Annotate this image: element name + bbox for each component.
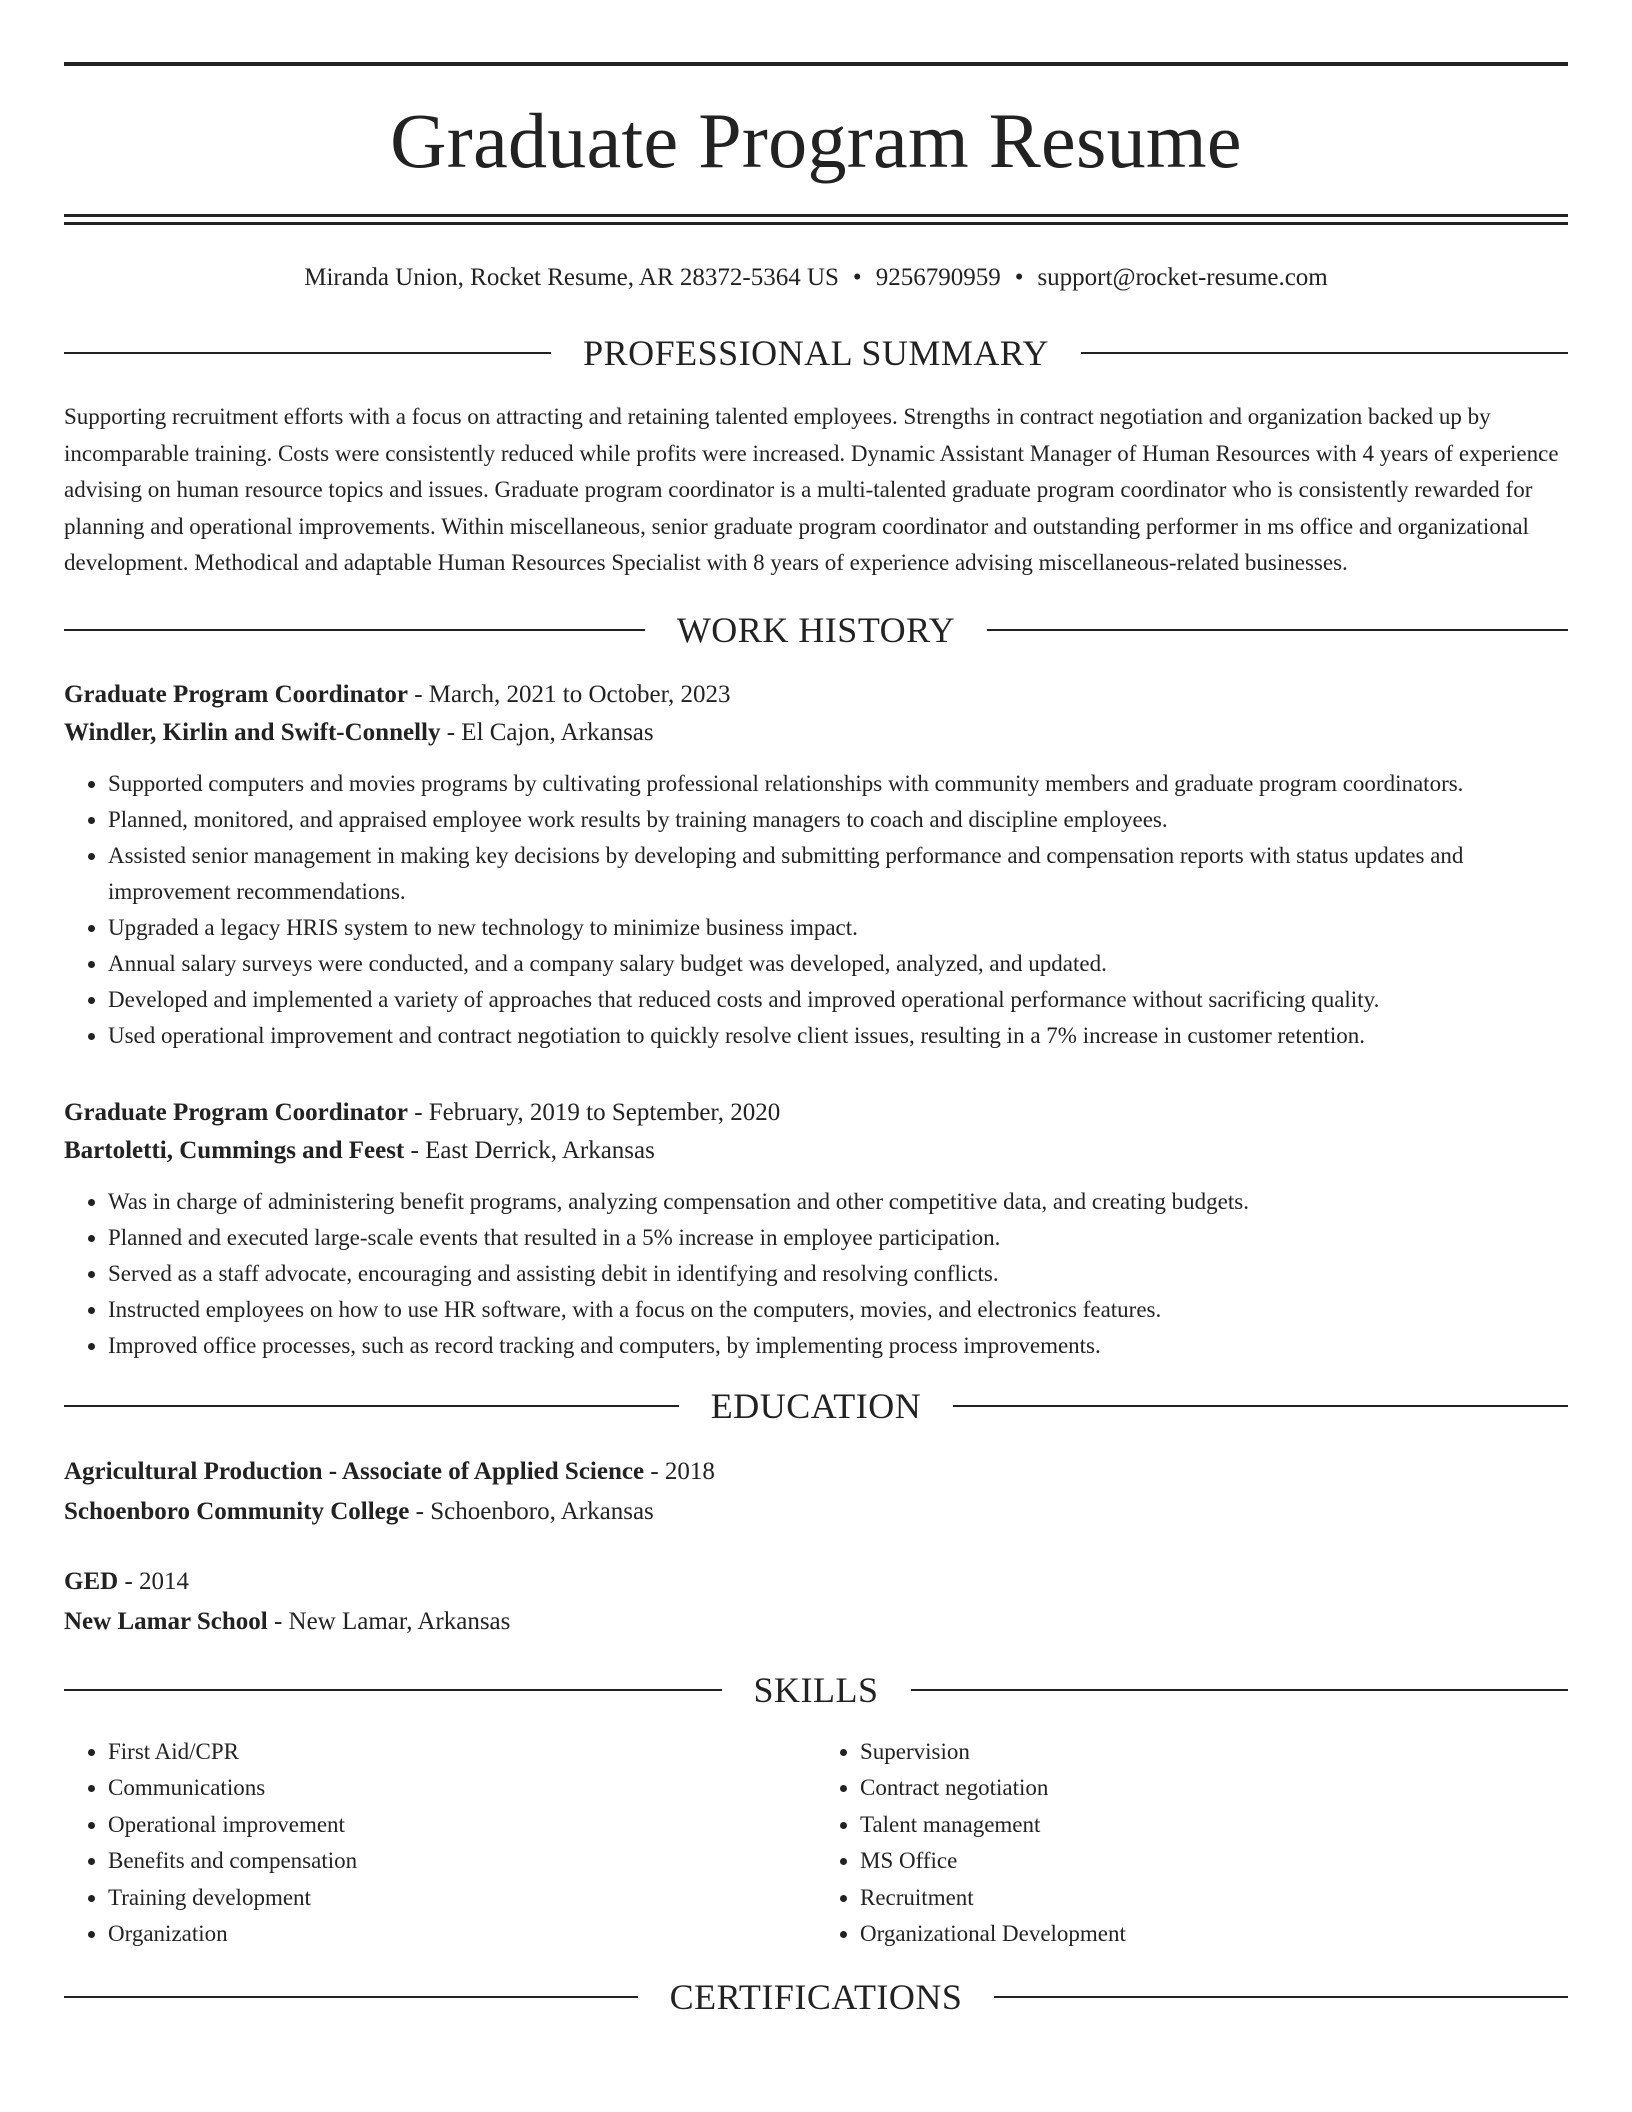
contact-line: [64, 263, 1568, 293]
job-title: Graduate Program Coordinator: [64, 680, 408, 708]
list-item: • Improved office processes, such as record tracking and computers, by implementing process improvements.: [108, 1328, 1568, 1364]
education-school: Schoenboro Community College: [64, 1497, 410, 1525]
list-item: • First Aid/CPR: [108, 1734, 816, 1771]
job-bullets: [64, 1184, 1568, 1364]
list-item: • Supervision: [860, 1734, 1568, 1771]
list-item: • Annual salary surveys were conducted, and a company salary budget was developed, analyzed, and updated.: [108, 946, 1568, 982]
list-item: • Upgraded a legacy HRIS system to new technology to minimize business impact.: [108, 910, 1568, 946]
list-item: • Assisted senior management in making key decisions by developing and submitting performance and compensation reports with status updates and improvement recommendations.: [108, 838, 1568, 910]
job-title: Graduate Program Coordinator: [64, 1098, 408, 1126]
heading-rule-left: [64, 1689, 722, 1691]
list-item: • Operational improvement: [108, 1807, 816, 1844]
section-heading-certifications: [64, 1976, 1568, 2017]
contact-email: support@rocket-resume.com: [1037, 264, 1328, 291]
list-item: • MS Office: [860, 1843, 1568, 1880]
contact-separator: •: [1014, 264, 1024, 291]
heading-rule-left: [64, 352, 551, 354]
job-entry: [64, 676, 1568, 1054]
list-item: • Planned and executed large-scale events that resulted in a 5% increase in employee participation.: [108, 1220, 1568, 1256]
list-item: • Benefits and compensation: [108, 1843, 816, 1880]
list-item: • Communications: [108, 1770, 816, 1807]
list-item: • Was in charge of administering benefit programs, analyzing compensation and other competitive data, and creating budgets.: [108, 1184, 1568, 1220]
job-company: Bartoletti, Cummings and Feest: [64, 1136, 405, 1164]
job-company: Windler, Kirlin and Swift-Connelly: [64, 718, 441, 746]
job-title-line: [64, 1094, 1568, 1132]
section-heading-education: [64, 1385, 1568, 1426]
list-item: • Used operational improvement and contract negotiation to quickly resolve client issues, resulting in a 7% increase in customer retention.: [108, 1018, 1568, 1054]
education-degree: Agricultural Production - Associate of Applied Science: [64, 1457, 645, 1485]
job-entry: [64, 1094, 1568, 1364]
summary-text: Supporting recruitment efforts with a focus on attracting and retaining talented employees. Strengths in contract negotiation and organization backed up by incomparable training. Costs were consistently reduced while profits were increased. Dynamic Assistant Manager of Human Resources with 4 years of experience advising on human resource topics and issues. Graduate program coordinator is a multi-talented graduate program coordinator who is consistently rewarded for planning and operational improvements. Within miscellaneous, senior graduate program coordinator and outstanding performer in ms office and organizational development. Methodical and adaptable Human Resources Specialist with 8 years of experience advising miscellaneous-related businesses.: [64, 404, 1559, 575]
contact-address: Miranda Union, Rocket Resume, AR 28372-5364 US: [304, 264, 839, 291]
heading-rule-left: [64, 1996, 638, 1998]
heading-rule-right: [911, 1689, 1569, 1691]
education-year: - 2014: [118, 1567, 190, 1595]
section-heading-work-history: [64, 609, 1568, 650]
education-school-line: [64, 1492, 1568, 1532]
education-degree: GED: [64, 1567, 119, 1595]
education-location: - New Lamar, Arkansas: [267, 1607, 511, 1635]
top-rule: [64, 62, 1568, 66]
list-item: • Planned, monitored, and appraised employee work results by training managers to coach and discipline employees.: [108, 802, 1568, 838]
skills-column-right: [816, 1734, 1568, 1953]
job-bullets: [64, 766, 1568, 1054]
heading-rule-left: [64, 629, 645, 631]
list-item: • Recruitment: [860, 1880, 1568, 1917]
skills-list: [64, 1734, 1568, 1953]
list-item: • Instructed employees on how to use HR software, with a focus on the computers, movies, and electronics features.: [108, 1292, 1568, 1328]
education-location: - Schoenboro, Arkansas: [409, 1497, 654, 1525]
education-year: - 2018: [644, 1457, 715, 1485]
heading-rule-left: [64, 1405, 679, 1407]
section-heading-skills: [64, 1669, 1568, 1710]
heading-rule-right: [1081, 352, 1568, 354]
job-company-line: [64, 1132, 1568, 1170]
job-location: - El Cajon, Arkansas: [440, 718, 654, 746]
education-school-line: [64, 1602, 1568, 1642]
heading-rule-right: [953, 1405, 1568, 1407]
education-school: New Lamar School: [64, 1607, 268, 1635]
contact-separator: •: [852, 264, 862, 291]
education-entry: [64, 1562, 1568, 1642]
job-title-line: [64, 676, 1568, 714]
page-title: Graduate Program Resume: [390, 97, 1242, 184]
education-entry: [64, 1452, 1568, 1532]
section-title: SKILLS: [753, 1669, 879, 1710]
job-dates: - February, 2019 to September, 2020: [407, 1098, 781, 1126]
section-title: CERTIFICATIONS: [669, 1976, 963, 2017]
list-item: • Organizational Development: [860, 1916, 1568, 1953]
skills-column-left: [64, 1734, 816, 1953]
section-title: WORK HISTORY: [676, 609, 956, 650]
list-item: • Served as a staff advocate, encouraging and assisting debit in identifying and resolving conflicts.: [108, 1256, 1568, 1292]
heading-rule-right: [987, 629, 1568, 631]
job-dates: - March, 2021 to October, 2023: [407, 680, 731, 708]
title-double-rule: [64, 214, 1568, 225]
list-item: • Contract negotiation: [860, 1770, 1568, 1807]
list-item: • Supported computers and movies programs by cultivating professional relationships with community members and graduate program coordinators.: [108, 766, 1568, 802]
education-degree-line: [64, 1452, 1568, 1492]
job-company-line: [64, 714, 1568, 752]
heading-rule-right: [994, 1996, 1568, 1998]
job-location: - East Derrick, Arkansas: [404, 1136, 655, 1164]
contact-phone: 9256790959: [875, 264, 1001, 291]
section-title: EDUCATION: [710, 1385, 922, 1426]
list-item: • Talent management: [860, 1807, 1568, 1844]
list-item: • Developed and implemented a variety of approaches that reduced costs and improved operational performance without sacrificing quality.: [108, 982, 1568, 1018]
education-degree-line: [64, 1562, 1568, 1602]
list-item: • Organization: [108, 1916, 816, 1953]
list-item: • Training development: [108, 1880, 816, 1917]
section-title: PROFESSIONAL SUMMARY: [583, 333, 1049, 373]
section-heading-summary: [64, 335, 1568, 371]
